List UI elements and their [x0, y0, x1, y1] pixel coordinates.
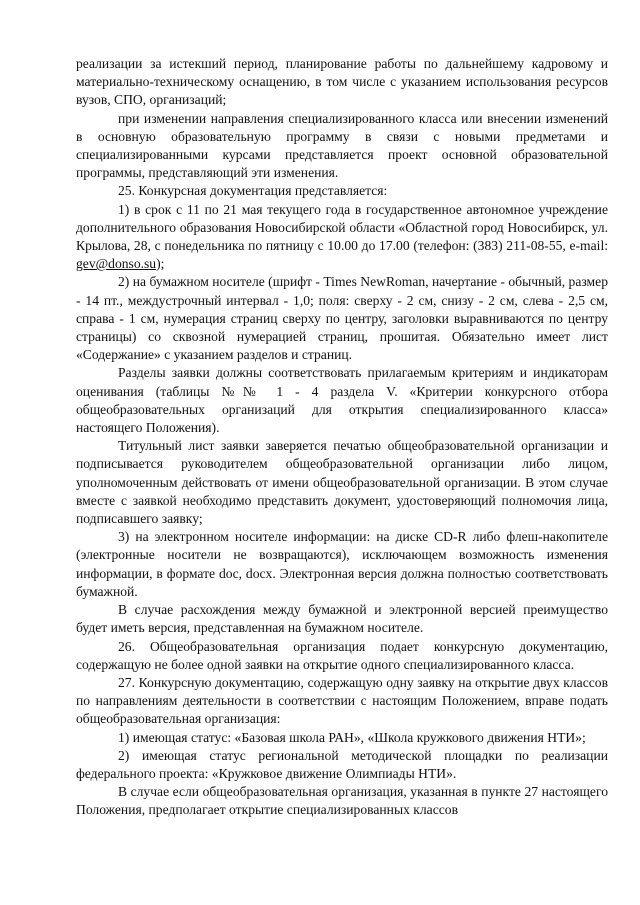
paragraph-item-1 — [76, 201, 608, 274]
paragraph-sections: Разделы заявки должны соответствовать прилагаемым критериям и индикаторам оценивания (таблицы №№ 1 - 4 раздела V. «Критерии конкурсного отбора общеобразовательных организаций для открытия специализированного класса» настоящего Положения). — [76, 365, 608, 436]
section-26: 26. Общеобразовательная организация подает конкурсную документацию, содержащую не более одной заявки на открытие одного специализированного класса. — [76, 638, 608, 672]
paragraph-2: при изменении направления специализированного класса или внесении изменений в основную образовательную программу в связи с новыми предметами и специализированными курсами представляется проект основной образовательной программы, представляющий эти изменения. — [76, 110, 608, 181]
paragraph-last: В случае если общеобразовательная организация, указанная в пункте 27 настоящего Положения, предполагает открытие специализированных классов — [76, 784, 608, 818]
email-link[interactable]: gev@donso.su — [76, 256, 157, 272]
paragraph-discrepancy: В случае расхождения между бумажной и электронной версией преимущество будет иметь версия, представленная на бумажном носителе. — [76, 602, 608, 636]
paragraph-item-3: 3) на электронном носителе информации: на диске CD-R либо флеш-накопителе (электронные носители не возвращаются), исключающем возможность изменения информации, в формате doc, docx. Электронная версия должна полностью соответствовать бумажной. — [76, 529, 608, 599]
item-1-text: 1) в срок с 11 по 21 мая текущего года в государственное автономное учреждение дополнительного образования Новосибирской области «Областной город Новосибирск, ул. Крылова, 28, с понедельника по пятницу с 10.00 до 17.00 (телефон: (383) 211-08-55, e-mail: — [76, 201, 608, 254]
section-27-item-1: 1) имеющая статус: «Базовая школа РАН», «Школа кружкового движения НТИ»; — [118, 729, 586, 745]
section-25-heading: 25. Конкурсная документация представляется: — [118, 183, 388, 199]
document-body — [76, 55, 608, 820]
item-1-after: ); — [156, 256, 165, 272]
paragraph-1: реализации за истекший период, планирование работы по дальнейшему кадровому и материально-техническому оснащению, в том числе с указанием использования ресурсов вузов, СПО, организаций; — [76, 56, 608, 108]
section-27: 27. Конкурсную документацию, содержащую одну заявку на открытие двух классов по направлениям деятельности в соответствии с настоящим Положением, вправе подать общеобразовательная организация: — [76, 674, 608, 727]
paragraph-title-sheet: Титульный лист заявки заверяется печатью общеобразовательной организации и подписывается руководителем общеобразовательной организации либо лицом, уполномоченным действовать от имени общеобразовательной организации. В этом случае вместе с заявкой необходимо представить документ, удостоверяющий полномочия лица, подписавшего заявку; — [76, 438, 608, 527]
section-27-item-2: 2) имеющая статус региональной методической площадки по реализации федерального проекта: «Кружковое движение Олимпиады НТИ». — [76, 747, 608, 781]
paragraph-item-2: 2) на бумажном носителе (шрифт - Times NewRoman, начертание - обычный, размер - 14 пт., междустрочный интервал - 1,0; поля: сверху - 2 см, снизу - 2 см, слева - 2,5 см, справа - 1 см, нумерация страниц сверху по центру, заголовки выравниваются по центру страницы) со сквозной нумерацией страниц, прошитая. Обязательно имеет лист «Содержание» с указанием разделов и страниц. — [76, 274, 608, 363]
